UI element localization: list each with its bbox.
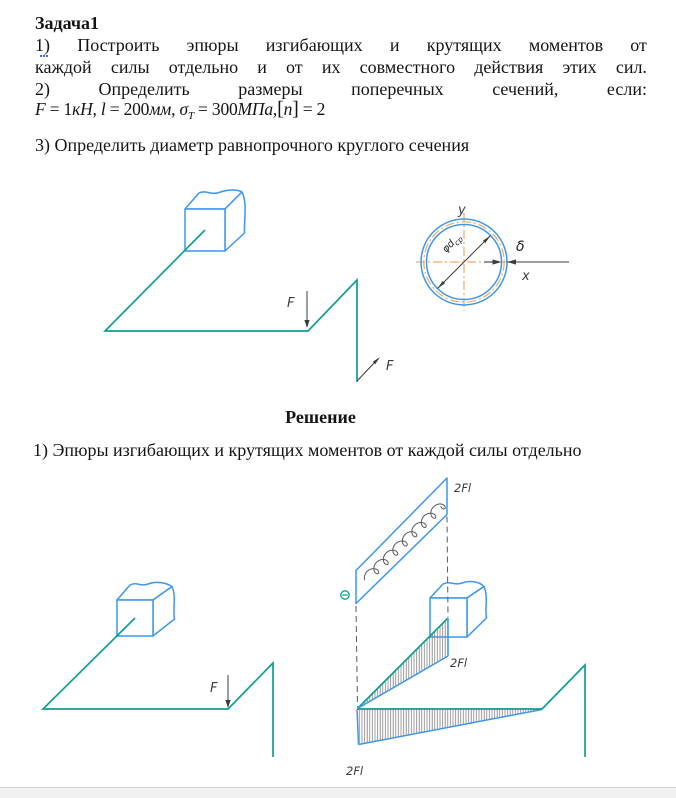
minus-sign-symbol [341, 591, 349, 599]
formula-fragment: , [171, 99, 180, 119]
word: крутящих [426, 35, 502, 55]
force-label: F [386, 359, 394, 374]
torque-value-label: 2Fl [454, 481, 472, 495]
word: отдельно [168, 57, 239, 77]
word: каждой [35, 57, 92, 77]
formula-fragment: , [92, 99, 101, 119]
moment-value-label: 2Fl [450, 656, 468, 670]
formula-fragment: мм [149, 99, 172, 119]
word: моментов [528, 35, 604, 55]
solution-heading: Решение [285, 407, 356, 427]
word: эпюры [186, 35, 239, 55]
projection-line-left [356, 606, 358, 707]
word: совместного [359, 57, 456, 77]
bending-moment-triangle-diagonal [358, 618, 449, 709]
beam-diagram-bottom-left [43, 582, 273, 757]
formula-fragment: T [187, 110, 194, 122]
given-values-formula [35, 98, 325, 127]
formula-fragment: = 200 [105, 99, 150, 119]
solution-item-1: 1) Эпюры изгибающих и крутящих моментов от каждой силы отдельно [33, 440, 582, 460]
problem-title: Задача1 [35, 13, 100, 33]
formula-fragment: ] [292, 98, 299, 120]
word: 1) [35, 35, 50, 55]
bending-moment-triangle-horizontal [357, 710, 542, 745]
word: и [257, 57, 267, 77]
force-arrow-axial [357, 357, 394, 381]
word: если: [606, 79, 647, 99]
formula-fragment: F [35, 99, 46, 119]
word: этих [562, 57, 597, 77]
moment-diagram-bottom-right [341, 478, 585, 778]
beam-diagram-top [105, 190, 394, 382]
word: Определить [98, 79, 190, 99]
delta-label: δ [516, 239, 525, 255]
diameter-label: $\varphi d_{ср}$ [440, 234, 465, 256]
beam-axis [105, 230, 357, 382]
formula-fragment: = 300 [193, 99, 238, 119]
problem-statement-line-1 [35, 34, 647, 56]
word: действия [474, 57, 544, 77]
word: сил. [615, 57, 647, 77]
word: поперечных [351, 79, 444, 99]
formula-fragment: = 1 [45, 99, 73, 119]
cross-section-diagram [416, 203, 569, 311]
moment-value-label: 2Fl [346, 764, 364, 778]
x-axis-label: x [522, 269, 530, 284]
formula-fragment: l [100, 99, 106, 119]
formula-fragment: МПа [237, 99, 273, 119]
problem-item-3: 3) Определить диаметр равнопрочного круглого сечения [35, 135, 470, 155]
formula-fragment: n [283, 99, 293, 119]
word: их [321, 57, 341, 77]
formula-fragment: [ [277, 98, 284, 120]
force-arrow-vertical [287, 291, 310, 328]
word: от [630, 35, 647, 55]
word: и [389, 35, 400, 55]
formula-fragment: , [272, 99, 278, 119]
word: 2) [35, 79, 50, 99]
formula-fragment: кН [72, 99, 93, 119]
word: от [286, 57, 303, 77]
problem-statement-line-2 [35, 56, 647, 78]
force-label: F [287, 296, 295, 311]
word: силы [110, 57, 150, 77]
formula-fragment: = 2 [298, 99, 326, 119]
beam-axis [43, 618, 273, 757]
problem-statement-line-3 [35, 78, 647, 100]
word: сечений, [492, 79, 559, 99]
word: изгибающих [265, 35, 363, 55]
formula-fragment: σ [179, 99, 188, 119]
word: размеры [238, 79, 303, 99]
page-bottom-edge [0, 787, 676, 798]
force-arrow-vertical [210, 675, 231, 708]
word: Построить [77, 35, 160, 55]
y-axis-label: y [458, 203, 466, 218]
force-label: F [210, 681, 218, 696]
